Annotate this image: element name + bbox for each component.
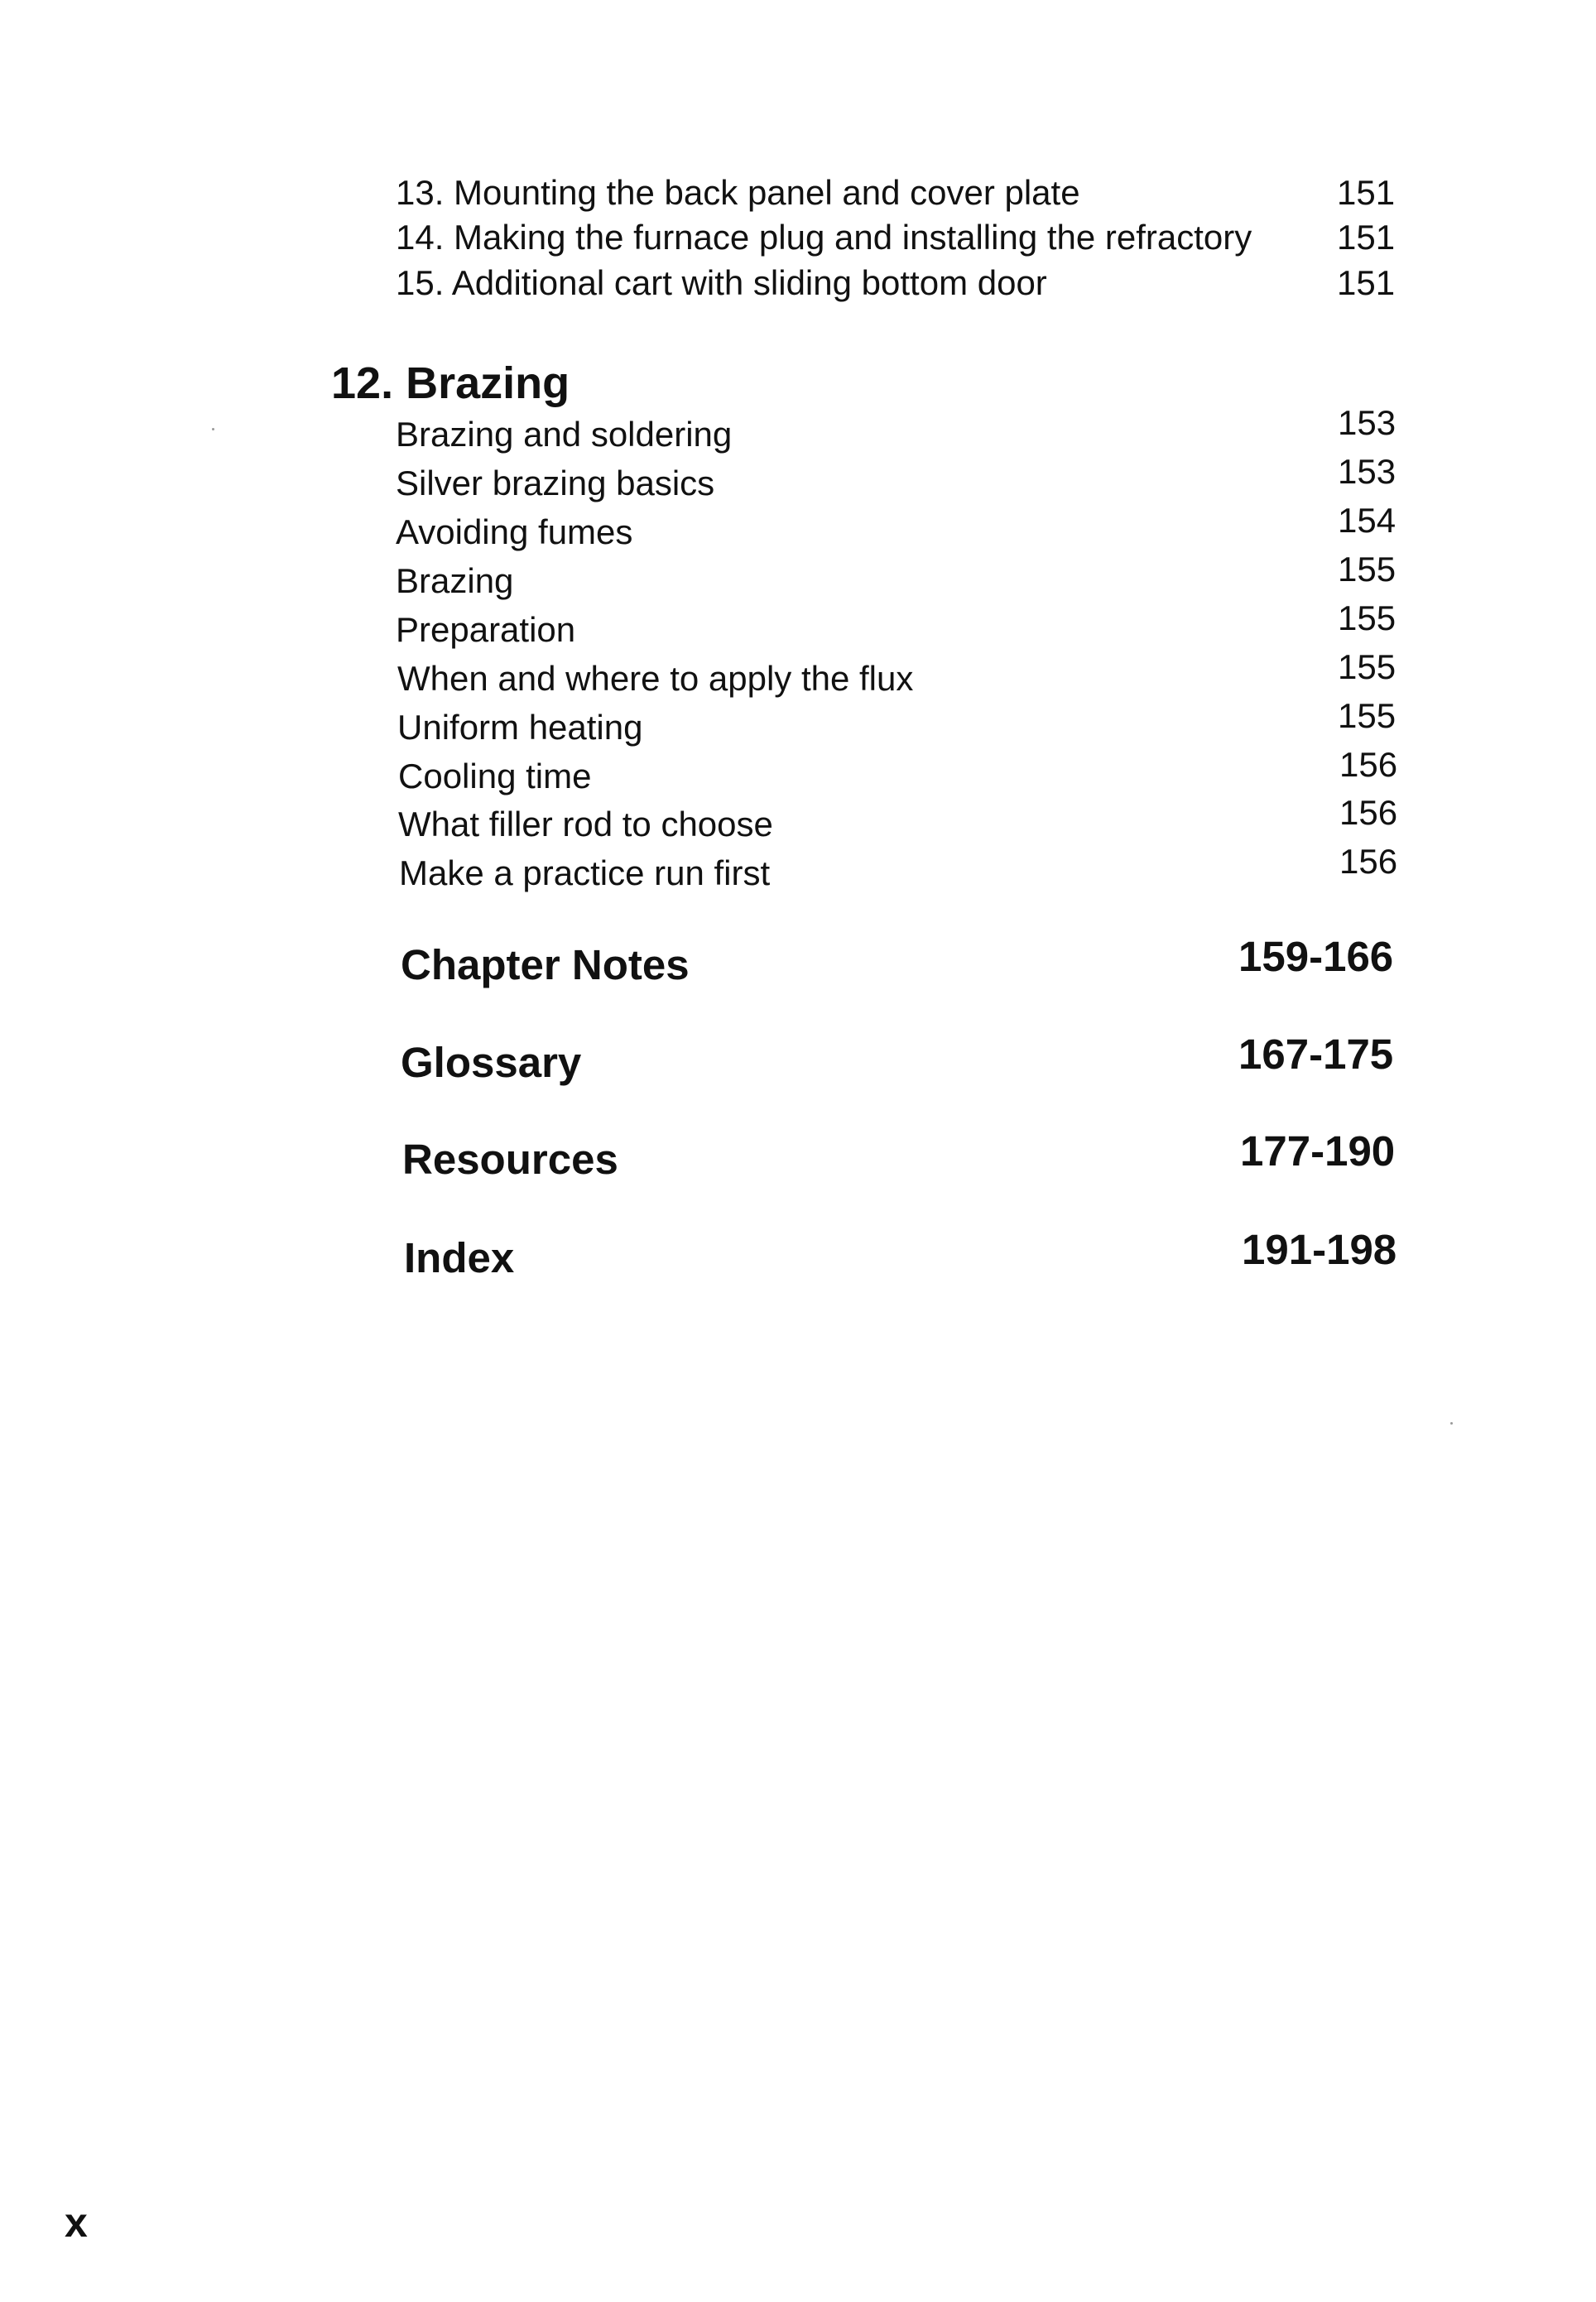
- toc-entry-page: 154: [1338, 501, 1396, 540]
- back-matter-pages: 167-175: [1238, 1031, 1394, 1078]
- chapter-heading: [331, 358, 570, 408]
- scan-speck: [212, 428, 214, 430]
- chapter-number: 12.: [331, 358, 394, 408]
- page-folio: x: [65, 2199, 88, 2246]
- toc-entry-label: Brazing: [396, 561, 514, 600]
- toc-entry-label: 14. Making the furnace plug and installing the refractory: [396, 218, 1252, 257]
- toc-entry-label: Brazing and soldering: [396, 415, 733, 454]
- back-matter-pages: 191-198: [1242, 1226, 1397, 1273]
- toc-entry-page: 156: [1339, 793, 1398, 832]
- back-matter-label: Glossary: [401, 1039, 582, 1086]
- toc-entry-label: 13. Mounting the back panel and cover plate: [396, 173, 1080, 212]
- back-matter-pages: 177-190: [1240, 1127, 1396, 1175]
- back-matter-label: Resources: [402, 1136, 618, 1183]
- toc-entry-label: Preparation: [396, 610, 576, 649]
- toc-entry-label: Uniform heating: [397, 708, 643, 747]
- toc-entry-page: 155: [1338, 550, 1396, 589]
- toc-entry-page: 153: [1338, 452, 1396, 491]
- back-matter-label: Index: [404, 1234, 515, 1281]
- toc-entry-page: 155: [1338, 598, 1396, 637]
- scan-speck: [1450, 1422, 1453, 1425]
- toc-entry-label: 15. Additional cart with sliding bottom door: [396, 263, 1047, 302]
- toc-entry-label: Silver brazing basics: [396, 464, 715, 502]
- toc-entry-label: What filler rod to choose: [398, 805, 773, 843]
- toc-entry-page: 156: [1339, 745, 1398, 784]
- toc-entry-label: Cooling time: [398, 757, 592, 795]
- toc-entry-label: When and where to apply the flux: [397, 659, 914, 698]
- toc-entry-label: Make a practice run first: [399, 853, 771, 892]
- toc-entry-page: 155: [1338, 647, 1396, 686]
- back-matter-pages: 159-166: [1238, 933, 1394, 980]
- toc-entry-page: 151: [1337, 263, 1396, 302]
- chapter-title: Brazing: [406, 358, 570, 408]
- toc-entry-label: Avoiding fumes: [396, 512, 633, 551]
- toc-entry-page: 155: [1338, 696, 1396, 735]
- toc-entry-page: 153: [1338, 403, 1396, 442]
- toc-entry-page: 156: [1339, 842, 1398, 881]
- toc-entry-page: 151: [1337, 218, 1396, 257]
- toc-entry-page: 151: [1337, 173, 1396, 212]
- back-matter-label: Chapter Notes: [401, 941, 690, 988]
